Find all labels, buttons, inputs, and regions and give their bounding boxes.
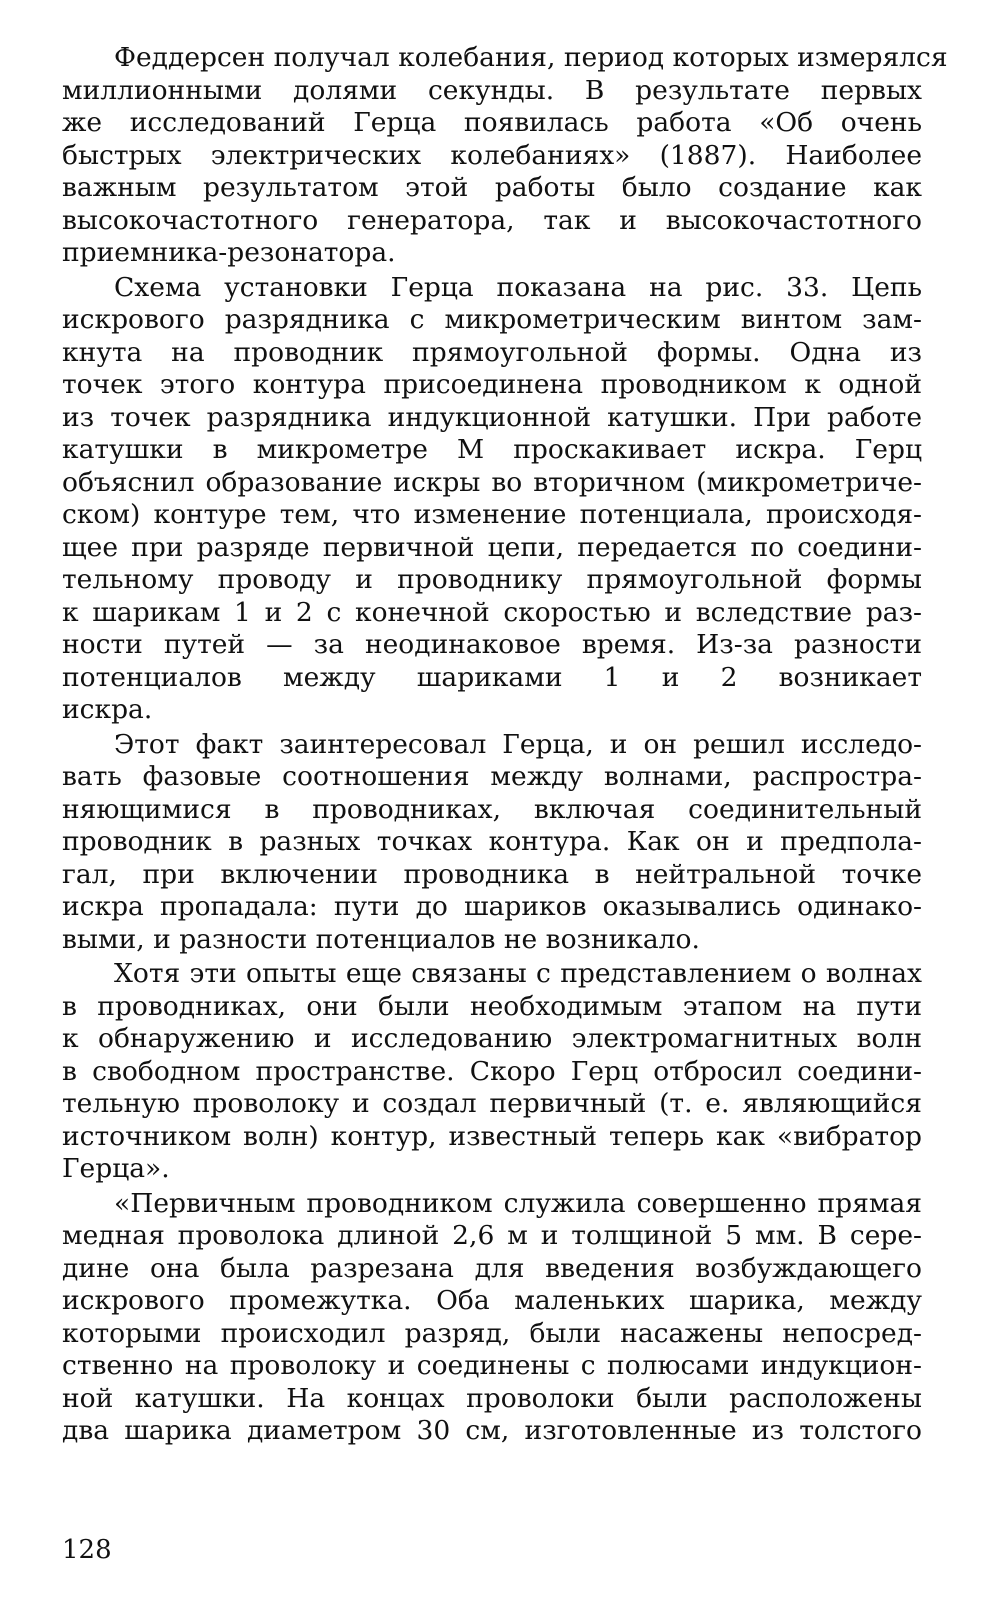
text-line: же исследований Герца появилась работа «Об очень <box>62 107 922 138</box>
paragraph <box>62 272 922 727</box>
text-line: ной катушки. На концах проволоки были расположены <box>62 1382 922 1414</box>
text-line: ском) контуре тем, что изменение потенциала, происходя- <box>62 499 922 530</box>
text-line: кнута на проводник прямоугольной формы. Одна из <box>62 336 922 368</box>
text-line: к шарикам 1 и 2 с конечной скоростью и вследствие раз- <box>62 596 922 628</box>
text-line: гал, при включении проводника в нейтральной точке <box>62 858 922 890</box>
text-line: щее при разряде первичной цепи, передается по соедини- <box>62 531 922 563</box>
text-line: Герца». <box>62 1153 170 1184</box>
text-line: потенциалов между шариками 1 и 2 возникает <box>62 661 922 693</box>
text-line: катушки в микрометре М проскакивает искра. Герц <box>62 434 922 465</box>
text-line: в свободном пространстве. Скоро Герц отбросил соедини- <box>62 1055 922 1087</box>
text-body <box>62 42 948 1448</box>
text-line: тельную проволоку и создал первичный (т. е. являющийся <box>62 1088 922 1119</box>
text-line: «Первичным проводником служила совершенно прямая <box>114 1187 922 1219</box>
text-line: источником волн) контур, известный теперь как «вибратор <box>62 1120 922 1152</box>
text-line: Этот факт заинтересовал Герца, и он решил исследо- <box>114 728 922 760</box>
text-line: искрового промежутка. Оба маленьких шарика, между <box>62 1285 922 1316</box>
text-line: из точек разрядника индукционной катушки. При работе <box>62 401 922 433</box>
text-line: Хотя эти опыты еще связаны с представлением о волнах <box>114 958 922 989</box>
text-line: дине она была разрезана для введения возбуждающего <box>62 1252 922 1284</box>
text-line: ности путей — за неодинаковое время. Из-за разности <box>62 629 922 660</box>
text-line: искрового разрядника с микрометрическим винтом зам- <box>62 304 922 335</box>
text-line: важным результатом этой работы было создание как <box>62 172 922 203</box>
text-line: проводник в разных точках контура. Как он и предпола- <box>62 826 922 857</box>
text-line: которыми происходил разряд, были насажены непосред- <box>62 1317 922 1349</box>
text-line: два шарика диаметром 30 см, изготовленные из толстого <box>62 1415 922 1446</box>
text-line: в проводниках, они были необходимым этапом на пути <box>62 990 922 1022</box>
text-line: искра. <box>62 694 153 725</box>
text-line: точек этого контура присоединена проводником к одной <box>62 369 922 400</box>
page-number: 128 <box>62 1535 112 1565</box>
text-line: ственно на проволоку и соединены с полюсами индукцион- <box>62 1350 922 1381</box>
text-line: к обнаружению и исследованию электромагнитных волн <box>62 1023 922 1054</box>
text-line: искра пропадала: пути до шариков оказывались одинако- <box>62 891 922 922</box>
text-line: Феддерсен получал колебания, период которых измерялся <box>114 42 948 73</box>
text-line: высокочастотного генератора, так и высокочастотного <box>62 204 922 236</box>
paragraph <box>62 1188 922 1448</box>
text-line: выми, и разности потенциалов не возникало. <box>62 923 700 955</box>
paragraph <box>62 42 948 270</box>
text-line: медная проволока длиной 2,6 м и толщиной 5 мм. В сере- <box>62 1220 922 1251</box>
text-line: объяснил образование искры во вторичном (микрометриче- <box>62 466 922 498</box>
text-line: Схема установки Герца показана на рис. 33. Цепь <box>114 271 922 303</box>
text-line: приемника-резонатора. <box>62 237 396 268</box>
text-line: быстрых электрических колебаниях» (1887). Наиболее <box>62 139 922 171</box>
text-line: няющимися в проводниках, включая соединительный <box>62 793 922 825</box>
text-line: вать фазовые соотношения между волнами, распростра- <box>62 761 922 792</box>
text-line: миллионными долями секунды. В результате первых <box>62 74 922 106</box>
paragraph <box>62 729 922 957</box>
paragraph <box>62 958 922 1186</box>
text-line: тельному проводу и проводнику прямоугольной формы <box>62 564 922 595</box>
